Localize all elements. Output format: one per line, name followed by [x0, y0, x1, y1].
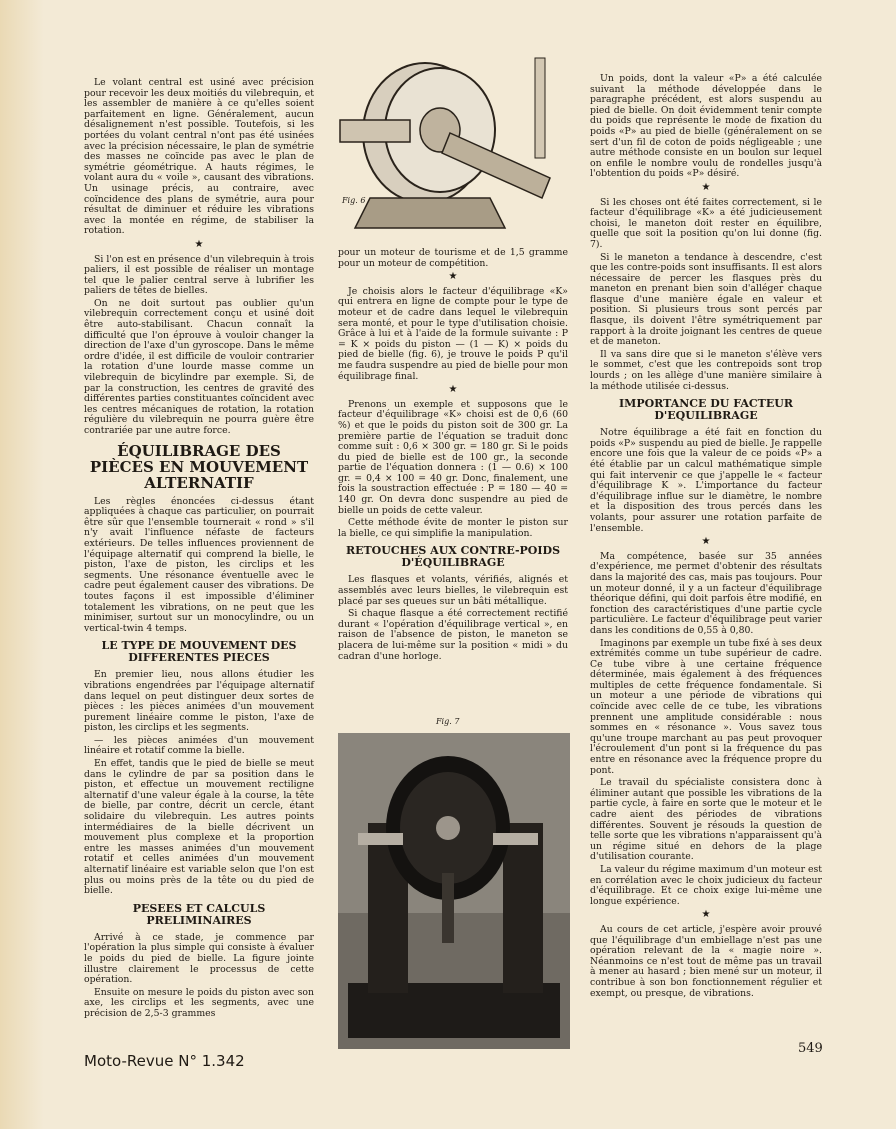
star-separator: ★ — [701, 909, 711, 921]
paragraph: Je choisis alors le facteur d'équilibrage «K» qui entrera en ligne de compte pour le type de moteur et de cadre dans lequel le vilebrequin sera monté, et pour le type d'utilisation choisie. Grâce à lui et à l'aide de la formule suivante : P = K × poids du piston — (1 — K) × poids du pied de bielle (fig. 6), je trouve le poids P qu'il me faudra suspendre au pied de bielle pour mon équilibrage final. — [338, 285, 568, 382]
paragraph: En effet, tandis que le pied de bielle se meut dans le cylindre de par sa position dans le piston, et effectue un mouvement rectiligne alternatif d'une valeur égale à la course, la tête de bielle, par contre, décrit un cercle, étant solidaire du vilebrequin. Les autres points intermédiaires de la bielle décrivent un mouvement plus complexe et la proportion entre les masses animées d'un mouvement rotatif et celles animées d'un mouvement alternatif linéaire est variable selon que l'on est plus ou moins près de la tête ou du pied de bielle. — [84, 758, 314, 897]
fig6-caption: Fig. 6 — [342, 196, 366, 205]
paragraph: Ma compétence, basée sur 35 années d'expérience, me permet d'obtenir des résultats dans la majorité des cas, mais pas toujours. Pour un moteur donné, il y a un facteur d'équilibrage théorique défini, qui doit parfois être modifié, en fonction des caractéristiques d'une partie cycle particulière. Le facteur d'équilibrage peut varier dans les conditions de 0,55 à 0,80. — [590, 550, 822, 636]
paragraph: Prenons un exemple et supposons que le facteur d'équilibrage «K» choisi est de 0,6 (60 %) et que le poids du piston soit de 300 gr. La première partie de l'équation se traduit donc comme suit : 0,6 × 300 gr. = 180 gr. Si le poids du pied de bielle est de 100 gr., la seconde partie de l'équation donnera : (1 — 0.6) × 100 gr. = 0,4 × 100 = 40 gr. Donc, finalement, une fois la soustraction effectuée : P = 180 — 40 = 140 gr. On devra donc suspendre au pied de bielle un poids de cette valeur. — [338, 398, 568, 516]
paragraph: — les pièces animées d'un mouvement linéaire et rotatif comme la bielle. — [84, 734, 314, 757]
paragraph: Les règles énoncées ci-dessus étant appliquées à chaque cas particulier, on pourrait être sûr que l'ensemble tournerait « rond » s'il n'y avait l'influence néfaste de facteurs extérieurs. De telles influences proviennent de l'équipage alternatif qui comprend la bielle, le piston, l'axe de piston, les circlips et les segments. Une résonance éventuelle avec le cadre peut également causer des vibrations. De toutes façons il est impossible d'éliminer totalement les vibrations, on ne peut que les minimiser, surtout sur un monocylindre, ou un vertical-twin 4 temps. — [84, 495, 314, 634]
paragraph: Si chaque flasque a été correctement rectifié durant « l'opération d'équilibrage vertical », en raison de l'absence de piston, le maneton se placera de lui-même sur la position « midi » du cadran d'une horloge. — [338, 608, 568, 662]
heading-type-mouvement: LE TYPE DE MOUVEMENT DES DIFFERENTES PIECES — [101, 639, 297, 665]
star-separator: ★ — [701, 536, 711, 548]
page-edge-shadow — [0, 0, 44, 1129]
paragraph: En premier lieu, nous allons étudier les vibrations engendrées par l'équipage alternatif dans lequel on peut distinguer deux sortes de pièces : les pièces animées d'un mouvement purement linéaire comme le piston, l'axe de piston, les circlips et les segments. — [84, 669, 314, 734]
paragraph: La valeur du régime maximum d'un moteur est en corrélation avec le choix judicieux du facteur d'équilibrage. Et ce choix exige lui-même une longue expérience. — [590, 863, 822, 907]
paragraph: Les flasques et volants, vérifiés, alignés et assemblés avec leurs bielles, le vilebrequin est placé par ses queues sur un bâti métallique. — [338, 574, 568, 607]
star-separator: ★ — [194, 238, 204, 250]
column-1 — [84, 78, 314, 1022]
heading-retouches: RETOUCHES AUX CONTRE-POIDS D'ÉQUILIBRAGE — [345, 544, 561, 570]
star-separator: ★ — [448, 271, 458, 283]
paragraph: Si les choses ont été faites correctement, si le facteur d'équilibrage «K» a été judicieusement choisi, le maneton doit rester en équilibre, quelle que soit la position qu'on lui donne (fig. 7). — [590, 196, 822, 250]
star-separator: ★ — [448, 384, 458, 396]
paragraph: Imaginons par exemple un tube fixé à ses deux extrémités comme un tube supérieur de cadre. Ce tube vibre à une certaine fréquence déterminée, mais également à des fréquences multiples de cette fréquence fondamentale. Si un moteur a une période de vibrations qui coïncide avec celle de ce tube, les vibrations prennent une amplitude considérable : nous sommes en « résonance ». Vous savez tous qu'une troupe marchant au pas peut provoquer l'écroulement d'un pont si la fréquence du pas entre en résonance avec la fréquence propre du pont. — [590, 637, 822, 776]
paragraph: Notre équilibrage a été fait en fonction du poids «P» suspendu au pied de bielle. Je rappelle encore une fois que la valeur de ce poids «P» a été établie par un calcul mathématique simple qui fait intervenir ce que j'appelle le « facteur d'équilibrage K ». L'importance du facteur d'équilibrage influe sur le diamètre, le nombre et la disposition des trous percés dans les volants, pour assurer une rotation parfaite de l'ensemble. — [590, 427, 822, 534]
fig7-balancing-stand-photo — [338, 733, 570, 1049]
fig6-crankshaft-illustration — [330, 38, 570, 238]
heading-equilibrage: ÉQUILIBRAGE DES PIÈCES EN MOUVEMENT ALTERNATIF — [89, 441, 309, 492]
paragraph: On ne doit surtout pas oublier qu'un vilebrequin correctement conçu et usiné doit être auto-stabilisant. Chacun connaît la difficulté que l'on éprouve à vouloir changer la direction de l'axe d'un gyroscope. Dans le même ordre d'idée, il est difficile de vouloir contrarier la rotation d'une lourde masse comme un vilebrequin de bicylindre par exemple. Si, de par la construction, les centres de gravité des différentes parties constituantes coïncident avec les centres mécaniques de rotation, la rotation régulière du vilebrequin ne pourra guère être contrariée par une autre force. — [84, 297, 314, 436]
paragraph: Le volant central est usiné avec précision pour recevoir les deux moitiés du vilebrequin, et les assembler de manière à ce qu'elles soient parfaitement en ligne. Généralement, aucun désalignement n'est possible. Toutefois, si les portées du volant central n'ont pas été usinées avec la précision nécessaire, le plan de symétrie des masses ne coïncide pas avec le plan de symétrie géométrique. A hauts régimes, le volant aura du « voile », causant des vibrations. Un usinage précis, au contraire, avec coïncidence des plans de symétrie, aura pour résultat de diminuer et réduire les vibrations avec la montée en régime, de stabiliser la rotation. — [84, 77, 314, 237]
paragraph: Au cours de cet article, j'espère avoir prouvé que l'équilibrage d'un embiellage n'est pas une opération relevant de la « magie noire ». Néanmoins ce n'est tout de même pas un travail à mener au hasard ; bien mené sur un moteur, il contribue à son bon fonctionnement régulier et exempt, ou presque, de vibrations. — [590, 923, 822, 999]
paragraph: Le travail du spécialiste consistera donc à éliminer autant que possible les vibrations de la partie cycle, à faire en sorte que le moteur et le cadre aient des périodes de vibrations différentes. Souvent je résouds la question de telle sorte que les vibrations n'apparaissent qu'à un régime situé en dehors de la plage d'utilisation courante. — [590, 777, 822, 863]
heading-importance: IMPORTANCE DU FACTEUR D'EQUILIBRAGE — [619, 397, 793, 423]
paragraph: Si l'on est en présence d'un vilebrequin à trois paliers, il est possible de réaliser un montage tel que le palier central serve à lubrifier les paliers de têtes de bielles. — [84, 253, 314, 297]
fig7-caption: Fig. 7 — [436, 717, 460, 726]
paragraph: Arrivé à ce stade, je commence par l'opération la plus simple qui consiste à évaluer le poids du pied de bielle. La figure jointe illustre clairement le processus de cette opération. — [84, 931, 314, 986]
paragraph: Cette méthode évite de monter le piston sur la bielle, ce qui simplifie la manipulation. — [338, 517, 568, 539]
paragraph: Un poids, dont la valeur «P» a été calculée suivant la méthode développée dans le paragraphe précédent, est alors suspendu au pied de bielle. On doit évidemment tenir compte du poids que représente le mode de fixation du poids «P» au pied de bielle (généralement on se sert d'un fil de coton de poids négligeable ; une autre méthode consiste en un boulon sur lequel on enfile le nombre voulu de rondelles jusqu'à l'obtention du poids «P» désiré. — [590, 73, 822, 180]
footer-page-number: 549 — [798, 1041, 823, 1056]
heading-pesees: PESEES ET CALCULS PRELIMINAIRES — [132, 901, 266, 927]
star-separator: ★ — [701, 181, 711, 193]
paragraph: pour un moteur de tourisme et de 1,5 gramme pour un moteur de compétition. — [338, 247, 568, 269]
column-2 — [338, 248, 568, 664]
column-3 — [590, 74, 822, 1001]
paragraph: Si le maneton a tendance à descendre, c'est que les contre-poids sont insuffisants. Il est alors nécessaire de percer les flasques près du maneton en prenant bien soin d'alléger chaque flasque d'une manière égale en valeur et position. Si plusieurs trous sont percés par flasque, ils doivent l'être symétriquement par rapport à la droite joignant les centres de queue et de maneton. — [590, 251, 822, 348]
footer-magazine-issue: Moto-Revue N° 1.342 — [84, 1052, 245, 1070]
paragraph: Ensuite on mesure le poids du piston avec son axe, les circlips et les segments, avec une précision de 2,5-3 grammes — [84, 986, 314, 1019]
paragraph: Il va sans dire que si le maneton s'élève vers le sommet, c'est que les contrepoids sont trop lourds ; on les allège d'une manière similaire à la méthode utilisée ci-dessus. — [590, 348, 822, 392]
